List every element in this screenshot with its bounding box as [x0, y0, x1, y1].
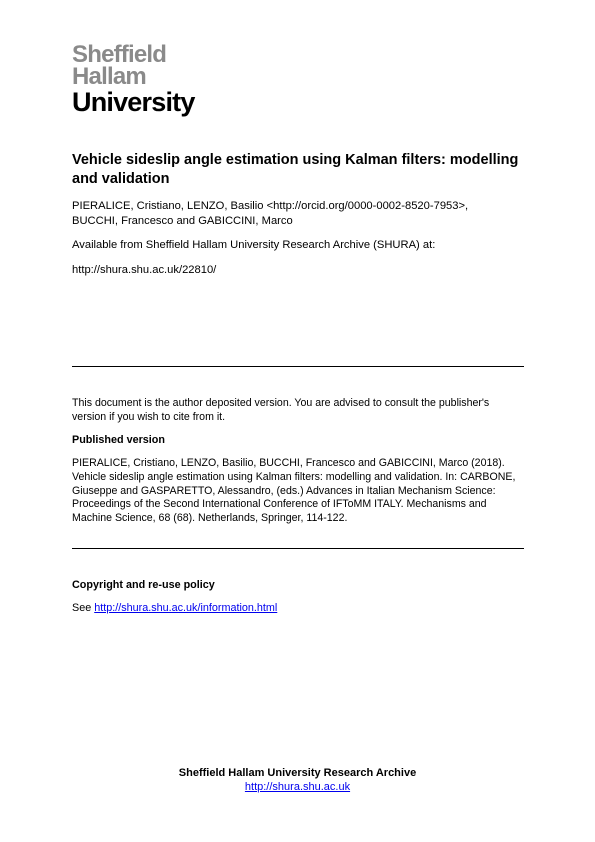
footer — [0, 766, 595, 794]
document-title: Vehicle sideslip angle estimation using Kalman filters: modelling and validation — [72, 152, 519, 187]
availability-note: Available from Sheffield Hallam University Research Archive (SHURA) at: — [72, 239, 436, 251]
policy-link[interactable]: http://shura.shu.ac.uk/information.html — [94, 602, 278, 614]
copyright-heading: Copyright and re-use policy — [72, 579, 215, 591]
university-logo — [72, 41, 195, 117]
logo-line-2: Hallam — [72, 63, 146, 90]
archive-url: http://shura.shu.ac.uk/22810/ — [72, 264, 217, 276]
logo-line-3: University — [72, 87, 195, 117]
published-version-heading: Published version — [72, 434, 165, 446]
divider-top — [72, 366, 524, 367]
see-label: See — [72, 602, 92, 614]
footer-archive-name: Sheffield Hallam University Research Archive — [178, 767, 417, 779]
logo-line-1: Sheffield — [72, 41, 167, 68]
policy-line — [72, 602, 277, 614]
authors: PIERALICE, Cristiano, LENZO, Basilio <http://orcid.org/0000-0002-8520-7953>, BUCCHI, Francesco and GABICCINI, Marco — [72, 200, 469, 227]
divider-bottom — [72, 548, 524, 549]
published-citation: PIERALICE, Cristiano, LENZO, Basilio, BUCCHI, Francesco and GABICCINI, Marco (2018). Vehicle sideslip angle estimation using Kalman filters: modelling and validation. In: CARBONE, Giuseppe and GASPARETTO, Alessandro, (eds.) Advances in Italian Mechanism Science: Proceedings of the Second International Conference of IFToMM ITALY. Mechanisms and Machine Science, 68 (68). Netherlands, Springer, 114-122. — [72, 457, 516, 525]
deposit-note: This document is the author deposited version. You are advised to consult the publisher's version if you wish to cite from it. — [72, 397, 490, 423]
footer-archive-link[interactable]: http://shura.shu.ac.uk — [244, 781, 351, 793]
